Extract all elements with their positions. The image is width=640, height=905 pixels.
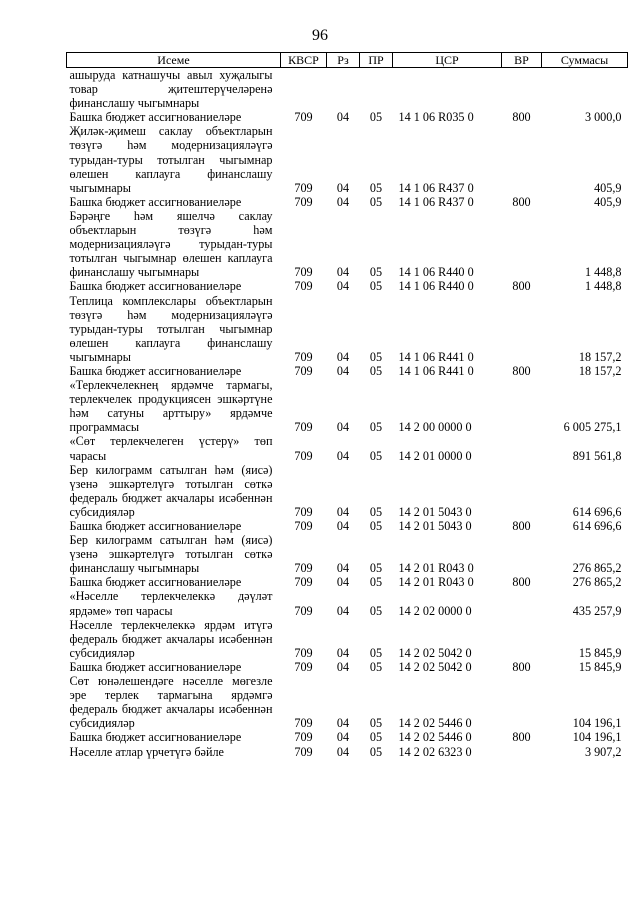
table-row [67,533,628,575]
cell-csr: 14 1 06 R440 0 [398,265,474,280]
cell-csr: 14 1 06 R441 0 [398,363,474,378]
cell-pr: 05 [369,110,383,125]
cell-name: Бер килограмм сатылган һәм (яисә) үзенә эшкәртелүгә тотылган сөткә федераль бюджет акчалары исәбеннән субсидияләр [69,462,273,519]
cell-kvsr: 709 [294,265,313,280]
cell-csr: 14 1 06 R035 0 [398,110,474,125]
cell-kvsr: 709 [294,716,313,731]
cell-pr: 05 [369,730,383,745]
cell-pr: 05 [369,575,383,590]
cell-rz: 04 [336,575,350,590]
cell-pr [360,68,393,111]
cell-name: Башка бюджет ассигнованиеләре [69,363,242,378]
cell-csr: 14 2 02 5042 0 [398,659,472,674]
cell-pr: 05 [369,448,383,463]
cell-vr: 800 [512,730,531,745]
cell-rz [327,68,360,111]
cell-rz: 04 [336,504,350,519]
cell-vr: 800 [512,575,531,590]
table-row [67,378,628,434]
cell-sum [542,68,628,111]
cell-rz: 04 [336,519,350,533]
cell-csr [393,68,502,111]
cell-sum: 6 005 275,1 [563,420,622,435]
cell-csr: 14 1 06 R437 0 [398,180,474,195]
cell-vr [502,294,542,364]
cell-pr: 05 [369,363,383,378]
cell-name: Бәрәңге һәм яшелчә саклау объектларын төзүгә һәм модернизацияләүгә турыдан-туры тотылган чыгымнар өлешен каплауга финанслашу чыгымнары [69,208,273,280]
cell-kvsr: 709 [294,645,313,660]
budget-table [66,52,628,759]
cell-rz: 04 [336,363,350,378]
cell-kvsr: 709 [294,659,313,674]
cell-vr [502,589,542,617]
cell-vr [502,124,542,194]
header-pr: ПР [360,53,393,68]
cell-kvsr: 709 [294,448,313,463]
cell-rz: 04 [336,194,350,209]
cell-csr: 14 2 01 5043 0 [398,519,472,533]
cell-rz: 04 [336,659,350,674]
cell-rz: 04 [336,645,350,660]
table-row [67,195,628,209]
cell-kvsr: 709 [294,730,313,745]
cell-name: Башка бюджет ассигнованиеләре [69,519,242,533]
cell-name: Башка бюджет ассигнованиеләре [69,110,242,125]
cell-vr: 800 [512,110,531,125]
table-row [67,279,628,293]
cell-kvsr: 709 [294,519,313,533]
cell-kvsr: 709 [294,279,313,294]
cell-csr: 14 2 02 0000 0 [398,603,472,618]
page-number: 96 [312,27,328,44]
cell-vr [502,618,542,660]
cell-pr: 05 [369,504,383,519]
cell-rz: 04 [336,265,350,280]
cell-sum: 614 696,6 [572,504,622,519]
table-row [67,110,628,124]
header-vr: ВР [502,53,542,68]
cell-pr: 05 [369,716,383,731]
cell-sum: 891 561,8 [572,448,622,463]
header-name: Исеме [67,53,281,68]
cell-vr [502,745,542,759]
cell-kvsr: 709 [294,603,313,618]
cell-name: Теплица комплекслары объектларын төзүгә һәм модернизацияләүгә турыдан-туры тотылган чыгымнар өлешен каплауга финанслашу чыгымнары [69,293,273,364]
cell-rz: 04 [336,279,350,294]
cell-rz: 04 [336,744,350,759]
table-row [67,294,628,364]
cell-kvsr: 709 [294,575,313,590]
cell-name: «Терлекчелекнең ярдәмче тармагы, терлекчелек продукциясен эшкәртүне һәм сатуны арттыру» ярдәмче программасы [69,378,273,435]
header-sum: Суммасы [542,53,628,68]
cell-rz: 04 [336,716,350,731]
cell-vr [502,434,542,462]
cell-vr [502,533,542,575]
table-row [67,434,628,462]
cell-rz: 04 [336,110,350,125]
cell-sum: 276 865,2 [572,561,622,576]
cell-name: Башка бюджет ассигнованиеләре [69,279,242,294]
cell-sum: 18 157,2 [578,363,622,378]
cell-kvsr: 709 [294,349,313,364]
cell-sum: 3 000,0 [584,110,622,125]
cell-vr: 800 [512,194,531,209]
cell-vr: 800 [512,519,531,533]
table-row [67,589,628,617]
cell-rz: 04 [336,561,350,576]
cell-sum: 614 696,6 [572,519,622,533]
cell-sum: 104 196,1 [572,716,622,731]
cell-pr: 05 [369,180,383,195]
cell-rz: 04 [336,349,350,364]
table-row [67,209,628,279]
cell-pr: 05 [369,420,383,435]
cell-kvsr: 709 [294,180,313,195]
cell-vr: 800 [512,659,531,674]
cell-pr: 05 [369,194,383,209]
cell-sum: 104 196,1 [572,730,622,745]
cell-name: Нәселле терлекчелеккә ярдәм итүгә федераль бюджет акчалары исәбеннән субсидияләр [69,617,273,660]
cell-pr: 05 [369,659,383,674]
cell-kvsr: 709 [294,561,313,576]
cell-sum: 405,9 [594,194,622,209]
cell-vr [502,68,542,111]
table-row [67,660,628,674]
cell-sum: 276 865,2 [572,575,622,590]
cell-pr: 05 [369,603,383,618]
table-row [67,730,628,744]
cell-pr: 05 [369,744,383,759]
cell-sum: 405,9 [594,180,622,195]
cell-csr: 14 2 01 0000 0 [398,448,472,463]
cell-sum: 3 907,2 [584,744,622,759]
table-row [67,364,628,378]
cell-vr [502,378,542,434]
cell-csr: 14 2 01 R043 0 [398,575,474,590]
cell-vr: 800 [512,363,531,378]
cell-csr: 14 2 01 5043 0 [398,504,472,519]
table-row [67,575,628,589]
table-row [67,674,628,730]
cell-name: Башка бюджет ассигнованиеләре [69,730,242,745]
table-row [67,519,628,533]
cell-rz: 04 [336,448,350,463]
cell-pr: 05 [369,645,383,660]
table-row [67,463,628,519]
table-row [67,68,628,111]
cell-kvsr [281,68,327,111]
cell-csr: 14 1 06 R441 0 [398,349,474,364]
cell-vr [502,463,542,519]
cell-csr: 14 2 01 R043 0 [398,561,474,576]
table-row [67,745,628,759]
cell-sum: 15 845,9 [578,645,622,660]
cell-name: ашыруда катнашучы авыл хуҗалыгы товар җитештерүчеләренә финанслашу чыгымнары [69,68,273,111]
cell-csr: 14 2 00 0000 0 [398,420,472,435]
cell-vr [502,209,542,279]
cell-csr: 14 2 02 5446 0 [398,730,472,745]
cell-sum: 1 448,8 [584,279,622,294]
cell-csr: 14 2 02 5042 0 [398,645,472,660]
cell-rz: 04 [336,420,350,435]
cell-sum: 435 257,9 [572,603,622,618]
cell-sum: 1 448,8 [584,265,622,280]
cell-kvsr: 709 [294,504,313,519]
cell-name: Нәселле атлар үрчетүгә бәйле [69,744,224,759]
cell-name: Бер килограмм сатылган һәм (яисә) үзенә эшкәртелүгә тотылган сөткә финанслашу чыгымнары [69,533,273,576]
cell-csr: 14 2 02 5446 0 [398,716,472,731]
cell-pr: 05 [369,265,383,280]
cell-name: Сөт юнәлешендәге нәселле мөгезле эре терлек тармагына ярдәмгә федераль бюджет акчалары исәбеннән субсидияләр [69,674,273,731]
cell-name: «Сөт терлекчелеген үстерү» төп чарасы [69,434,273,463]
cell-csr: 14 2 02 6323 0 [398,744,472,759]
cell-name: Башка бюджет ассигнованиеләре [69,194,242,209]
table-row [67,124,628,194]
cell-vr [502,674,542,730]
cell-sum: 18 157,2 [578,349,622,364]
cell-pr: 05 [369,349,383,364]
header-rz: Рз [327,53,360,68]
cell-name: Башка бюджет ассигнованиеләре [69,659,242,674]
cell-kvsr: 709 [294,194,313,209]
cell-csr: 14 1 06 R440 0 [398,279,474,294]
header-csr: ЦСР [393,53,502,68]
cell-name: «Нәселле терлекчелеккә дәүләт ярдәме» төп чарасы [69,589,273,618]
cell-csr: 14 1 06 R437 0 [398,194,474,209]
cell-rz: 04 [336,603,350,618]
header-kvsr: КВСР [281,53,327,68]
table-header-row [67,53,628,68]
cell-kvsr: 709 [294,363,313,378]
cell-name: Җиләк-җимеш саклау объектларын төзүгә һәм модернизацияләүгә турыдан-туры тотылган чыгымнар өлешен каплауга финанслашу чыгымнары [69,124,273,195]
cell-pr: 05 [369,279,383,294]
cell-sum: 15 845,9 [578,659,622,674]
cell-pr: 05 [369,561,383,576]
cell-kvsr: 709 [294,110,313,125]
table-row [67,618,628,660]
cell-vr: 800 [512,279,531,294]
cell-pr: 05 [369,519,383,533]
cell-name: Башка бюджет ассигнованиеләре [69,575,242,590]
cell-kvsr: 709 [294,744,313,759]
cell-rz: 04 [336,180,350,195]
cell-rz: 04 [336,730,350,745]
cell-kvsr: 709 [294,420,313,435]
